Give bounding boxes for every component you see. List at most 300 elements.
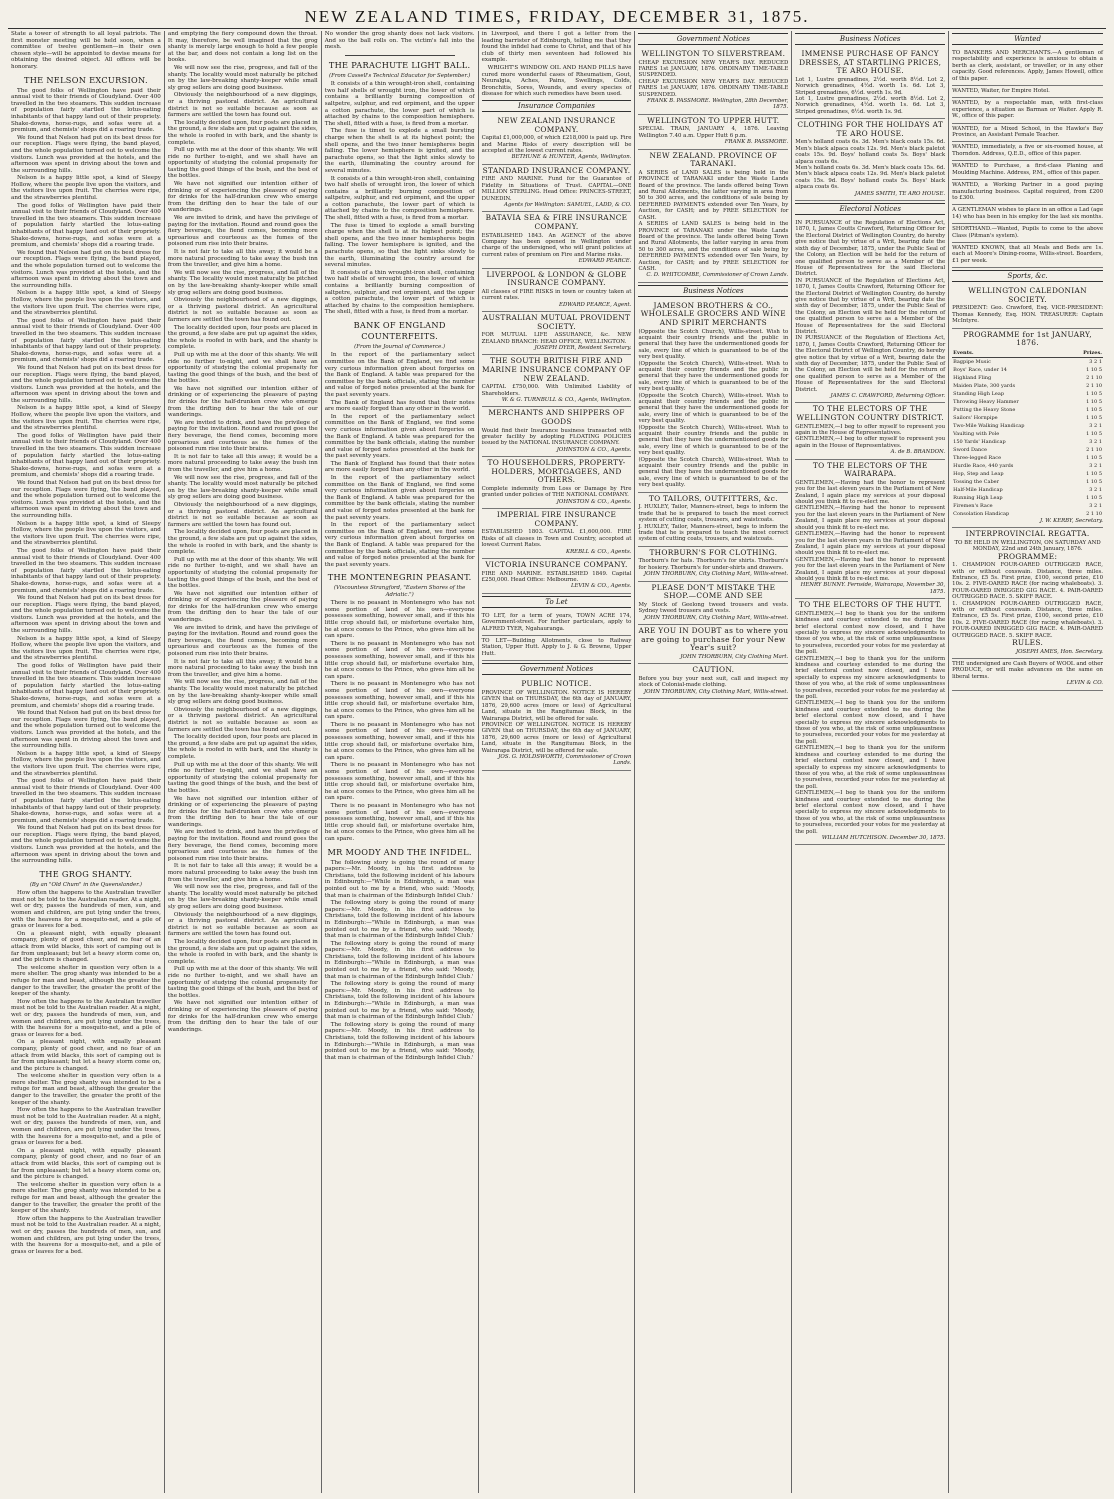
article-paragraph: How often the happens to the Australian traveller must not be told to the Australian reader. At a night, wet or dry, passes the hundreds of men, sun, and women and children, are put lying under the trees, with the heavens for a mosquito-net, and a pile of grass or leaves for a bed.	[11, 998, 161, 1038]
column-3	[322, 31, 479, 1493]
ad-body: GENTLEMEN,—I beg to thank you for the uniform kindness and courtesy extended to me during the brief electoral contest now closed, and I have specially to express my sincere acknowledgments to those of you who, at the risk of some unpleasantness to yourselves, recorded your votes for me yesterday at the poll.	[795, 700, 946, 745]
article-paragraph: There is no peasant in Montenegro who has not some portion of land of his own—everyone possesses something, however small, and if this his little crop should fail, or misfortune overtake him, he at once comes to the Prince, who gives him all he can spare.	[324, 762, 475, 802]
event-prizes: 2 1 10	[1086, 510, 1103, 517]
advertisement	[795, 48, 945, 119]
article-paragraph: We are invited to drink, and have the privilege of paying for the invitation. Round and round goes the fiery beverage, the fiend comes, becoming more uproarious and courteous as the fumes of the poisoned rum rise into their brains.	[167, 215, 318, 248]
ad-body: (Opposite the Scotch Church), Willis-street. Wish to acquaint their country friends and the public in general that they have the undermentioned goods for sale, every line of which is guaranteed to be of the very best quality.	[638, 328, 789, 361]
section-band: To Let	[482, 596, 632, 608]
article-paragraph: Nelson is a happy little spot, a kind of Sleepy Hollow, where the people live upon the visitors, and the visitors live upon fruit. The cherries were ripe, and the strawberries plentiful.	[11, 520, 161, 547]
article-paragraph: We found that Nelson had put on its best dress for our reception. Flags were flying, the band played, and the whole population turned out to welcome the visitors. Lunch was provided at the hotels, and the afternoon was spent in driving about the town and the surrounding hills.	[11, 249, 161, 289]
events-row	[952, 462, 1103, 470]
classified	[952, 86, 1103, 98]
article-paragraph: We are invited to drink, and have the privilege of paying for the invitation. Round and round goes the fiery beverage, the fiend comes, becoming more uproarious and courteous as the fumes of the poisoned rum rise into their brains.	[167, 419, 318, 453]
ad-signature: LEVIN & CO.	[1066, 680, 1104, 687]
advertisement	[638, 664, 788, 699]
article-paragraph: We have not signified our intention either of drinking or of experiencing the pleasure of paying for drinks for the half-drunken crew who emerge from the drifting den to hear the tale of our wanderings.	[167, 385, 318, 419]
ad-body: TO BE HELD IN WELLINGTON, ON SATURDAY AND MONDAY, 22nd and 24th January, 1876.	[954, 539, 1101, 553]
advertisement	[795, 599, 945, 845]
ad-body: FIRE AND MARINE. ESTABLISHED 1849. Capital £250,000. Head Office: Melbourne.	[481, 570, 632, 584]
classified	[952, 205, 1103, 224]
article-paragraph: There is no peasant in Montenegro who has not some portion of land of his own—everyone possesses something, however small, and if this his little crop should fail, or misfortune overtake him, he at once comes to the Prince, who gives him all he can spare.	[324, 721, 475, 761]
ad-signature: BETHUNE & HUNTER, Agents, Wellington.	[511, 154, 632, 161]
article-paragraph: It is not fair to take all this away; it would be a more natural proceeding to take away the bush inn from the traveller, and give him a home.	[167, 658, 318, 678]
classified	[952, 180, 1103, 205]
ad-body: WANTED, for a Mixed School, in the Hawke's Bay Province, an Assistant Female Teacher.	[952, 125, 1104, 139]
events-row	[952, 357, 1103, 366]
ad-signature: JOS. G. HOLDSWORTH, Commissioner of Crown Lands.	[498, 753, 632, 767]
event-prizes: 1 10 5	[1086, 366, 1103, 373]
ad-body: GENTLEMEN,—I beg to thank you for the uniform kindness and courtesy extended to me during the brief electoral contest now closed, and I have specially to express my sincere acknowledgments to those of you who, at the risk of some unpleasantness to yourselves, recorded your votes for me yesterday at the poll.	[795, 610, 946, 656]
article-paragraph: It consists of a thin wrought-iron shell, containing two half shells of wrought iron, the lower of which contains a brilliantly burning composition of saltpetre, sulphur, and red orpiment, and the upper a cotton parachute, the lower part of which is attached by chains to the composition hemisphere. The shell, fitted with a fuse, is fired from a mortar.	[324, 81, 475, 127]
article-paragraph: The welcome shelter in question very often is a mere shelter. The grog shanty was intended to be a refuge for man and beast, although the greater the danger to the traveller, the greater the profit of the keeper of the shanty.	[11, 1181, 161, 1215]
event-name: Three-legged Race	[953, 454, 1002, 461]
article-intro: State a tower of strength to all loyal patriots. The first monster meeting will be held soon, when a committee of twelve gentlemen—in their own chosen style—will be appointed to devise means for obtaining the desired object. All offices will be honorary.	[11, 31, 161, 70]
ad-body: FIRE AND MARINE. Fund for the Guarantee of Fidelity in Situations of Trust. CAPITAL—ONE MILLION STERLING. Head Office: PRINCES-STREET, DUNEDIN.	[481, 176, 632, 202]
ad-title: ARE YOU IN DOUBT as to where you are going to purchase for your New Year's suit?	[638, 625, 789, 653]
article-paragraph: We found that Nelson had put on its best dress for our reception. Flags were flying, the band played, and the whole population turned out to welcome the visitors. Lunch was provided at the hotels, and the afternoon was spent in driving about the town and the surrounding hills.	[11, 825, 161, 865]
article-paragraph: In the report of the parliamentary select committee on the Bank of England, we find some very curious information given about forgeries on the Bank of England. A table was prepared for the committee by the bank officials, stating the number and value of forged notes presented at the bank for the past seventy years.	[324, 522, 475, 568]
article-paragraph: The good folks of Wellington have paid their annual visit to their friends of Cloudyland. Over 400 travelled in the two steamers. This sudden increase of population fairly startled the lotus-eating inhabitants of that happy land out of their propriety. Shake-downs, horse-rugs, and sofas were at a premium, and chemists' shops did a roaring trade.	[11, 663, 161, 709]
ad-body: GENTLEMEN,—Having had the honor to represent you for the last eleven years in the Parliament of New Zealand, I again place my services at your disposal should you think fit to re-elect me.	[795, 505, 946, 531]
article-paragraph: and emptying the fiery compound down the throat. It may, therefore, be well imagined that the grog shanty is merely large enough to hold a few people at the bar, and does not contain a long list on the books.	[167, 31, 318, 64]
advertisement	[638, 48, 788, 115]
event-prizes: 1 10 5	[1086, 494, 1103, 501]
event-name: Hurdle Race, 440 yards	[953, 462, 1014, 469]
advertisement	[795, 403, 945, 459]
ad-title: AUSTRALIAN MUTUAL PROVIDENT SOCIETY.	[482, 313, 631, 331]
ad-title: PROGRAMME for 1st JANUARY, 1876.	[963, 329, 1092, 348]
ad-body: WANTED, Waiter, for Empire Hotel.	[952, 88, 1050, 95]
ad-body: WANTED, immediately, a five or six-roomed house, at Thorndon. Address, Q.E.D., office of this paper.	[952, 144, 1104, 157]
events-row	[952, 390, 1103, 398]
ad-title: NEW ZEALAND INSURANCE COMPANY.	[497, 115, 616, 134]
event-name: Maiden Plate, 300 yards	[953, 382, 1016, 389]
ad-body: Capital £1,000,000, of which £218,000 is paid up. Fire and Marine Risks of every description will be accepted at the lowest current rates.	[481, 135, 632, 154]
ad-title: THORBURN'S FOR CLOTHING.	[649, 547, 778, 557]
classified	[952, 98, 1103, 123]
article-paragraph: No wonder the grog shanty does not lack visitors. And so the ball rolls on. The victim's fall into the mesh.	[324, 31, 475, 51]
ad-signature: JOHN THORBURN, City Clothing Mart, Willis-street.	[643, 688, 789, 695]
advertisement	[482, 355, 632, 407]
advertisement	[482, 509, 632, 559]
ad-title: NEW ZEALAND. PROVINCE OF TARANAKI.	[649, 150, 778, 169]
advertisement	[952, 329, 1103, 529]
advertisement-text: WRIGHT'S WINDOW OIL AND HAND PILLS have cured more wonderful cases of Rheumatism, Gout, Neuralgia, Aches, Pains, Swellings, Colds, Bronchitis, Sores, Wounds, and every species of disease for which such remedies have been used.	[481, 64, 632, 98]
events-row	[952, 422, 1103, 430]
event-name: Sailors' Hornpipe	[953, 414, 998, 421]
ad-body: GENTLEMEN,—I beg to thank you for the uniform kindness and courtesy extended to me during the brief electoral contest now closed, and I have specially to express my sincere acknowledgments to those of you who, at the risk of some unpleasantness to yourselves, recorded your votes for me yesterday at the poll.	[795, 655, 946, 701]
ad-title: TO THE ELECTORS OF THE HUTT.	[798, 600, 942, 610]
article-paragraph: On a pleasant night, with equally pleasant company, plenty of good cheer, and no fear of an attack from wild blacks, this sort of camping out is far from unpleasant; but let a heavy storm come on, and the picture is changed.	[11, 930, 161, 964]
article-paragraph: We have not signified our intention either of drinking or of experiencing the pleasure of paying for drinks for the half-drunken crew who emerge from the drifting den to hear the tale of our wanderings.	[167, 795, 318, 828]
column-7	[949, 31, 1106, 1493]
article-paragraph: The following story is going the round of many papers:—Mr. Moody, in his first address to Christians, told the following incident of his labours in Edinburgh:—"While in Edinburgh, a man was pointed out to me by a friend, who said: 'Moody, that man is chairman of the Edinburgh Infidel Club.'	[324, 1021, 475, 1061]
event-name: Boys' Race, under 14	[953, 366, 1007, 373]
article-paragraph: The locality decided upon, four posts are placed in the ground, a few slabs are put up against the sides, the whole is roofed in with bark, and the shanty is complete.	[167, 529, 318, 556]
ad-title: PROGRAMME:	[997, 551, 1058, 561]
event-prizes: 3 2 1	[1089, 502, 1103, 509]
article-paragraph: In the report of the parliamentary select committee on the Bank of England, we find some very curious information given about forgeries on the Bank of England. A table was prepared for the committee by the bank officials, stating the number and value of forged notes presented at the bank for the past seventy years.	[324, 352, 475, 398]
event-name: Consolation Handicap	[953, 510, 1010, 517]
ad-signature: JOSEPH AMES, Hon. Secretary.	[1015, 648, 1104, 655]
ad-body: Thorburn's for hats. Thorburn's for shirts. Thorburn's for hosiery. Thorburn's for under-shirts and drawers.	[638, 558, 789, 571]
advertisement	[638, 150, 788, 283]
ad-body: A SERIES of LAND SALES is being held in the PROVINCE of TARANAKI under the Waste Lands Board of the province. The lands offered being Town and Rural Allotments, the latter varying in area from 50 to 300 acres, and the conditions of sale being by DEFERRED PAYMENTS extended over Ten Years, by Auction, for CASH; and by FREE SELECTION for CASH.	[638, 221, 789, 272]
article-paragraph: The following story is going the round of many papers:—Mr. Moody, in his first address to Christians, told the following incident of his labours in Edinburgh:—"While in Edinburgh, a man was pointed out to me by a friend, who said: 'Moody, that man is chairman of the Edinburgh Infidel Club.'	[324, 900, 475, 940]
article-paragraph: On a pleasant night, with equally pleasant company, plenty of good cheer, and no fear of an attack from wild blacks, this sort of camping out is far from unpleasant; but let a heavy storm come on, and the picture is changed.	[11, 1147, 161, 1181]
article-paragraph: The good folks of Wellington have paid their annual visit to their friends of Cloudyland. Over 400 travelled in the two steamers. This sudden increase of population fairly startled the lotus-eating inhabitants of that happy land out of their propriety. Shake-downs, horse-rugs, and sofas were at a premium, and chemists' shops did a roaring trade.	[11, 317, 161, 364]
section-band: Government Notices	[482, 663, 632, 675]
events-row	[952, 414, 1103, 422]
ad-body: Lot 1, Lustre grenadines, 2½d. worth 8½d. Lot 2, Norwich grenadines, 4½d. worth 1s. 6d. Lot 3, Striped grenadines, 6½d. worth 1s. 9d.	[795, 76, 946, 96]
article-paragraph: The good folks of Wellington have paid their annual visit to their friends of Cloudyland. Over 400 travelled in the two steamers. This sudden increase of population fairly startled the lotus-eating inhabitants of that happy land out of their propriety. Shake-downs, horse-rugs, and sofas were at a premium, and chemists' shops did a roaring trade.	[11, 87, 161, 134]
article-paragraph: On a pleasant night, with equally pleasant company, plenty of good cheer, and no fear of an attack from wild blacks, this sort of camping out is far from unpleasant; but let a heavy storm come on, and the picture is changed.	[11, 1039, 161, 1072]
ad-signature: JOHNSTON & CO., Agents.	[556, 498, 632, 505]
column-2	[165, 31, 322, 1493]
article-heading: BANK OF ENGLAND COUNTERFEITS.	[353, 319, 446, 341]
article-paragraph: We will now see the rise, progress, and fall of the shanty. The locality would most naturally be pitched on by the law-breaking shanty-keeper while small sly grog sellers are doing good business.	[167, 679, 318, 706]
section-band: Insurance Companies	[482, 100, 632, 112]
event-prizes: 1 10 5	[1086, 470, 1103, 477]
events-col-header: Events.	[952, 349, 1069, 358]
advertisement	[638, 625, 788, 664]
ad-title: TO THE ELECTORS OF THE WAIRARAPA.	[812, 460, 928, 479]
column-4	[479, 31, 636, 1493]
ad-signature: JOSEPH DYER, Resident Secretary.	[534, 345, 632, 351]
article-paragraph: We found that Nelson had put on its best dress for our reception. Flags were flying, the band played, and the whole population turned out to welcome the visitors. Lunch was provided at the hotels, and the afternoon was spent in driving about the town and the surrounding hills.	[11, 595, 161, 635]
ad-title: WELLINGTON TO UPPER HUTT.	[647, 115, 780, 125]
ad-signature: A. de B. BRANDON.	[890, 449, 946, 456]
event-name: 150 Yards' Handicap	[953, 438, 1006, 445]
article-paragraph: The welcome shelter in question very often is a mere shelter. The grog shanty was intended to be a refuge for man and beast, although the greater the danger to the traveller, the greater the profit of the keeper of the shanty.	[11, 1073, 161, 1106]
article-paragraph: The locality decided upon, four posts are placed in the ground, a few slabs are put up against the sides, the whole is roofed in with bark, and the shanty is complete.	[167, 938, 318, 965]
event-name: Two-Mile Walking Handicap	[953, 422, 1025, 429]
ad-signature: HENRY BUNNY. Fernside, Wairarapa, November 30, 1875.	[800, 582, 946, 595]
ad-title: TO HOUSEHOLDERS, PROPERTY-HOLDERS, MORTGAGEES, AND OTHERS.	[487, 458, 626, 485]
article-paragraph: We found that Nelson had put on its best dress for our reception. Flags were flying, the band played, and the whole population turned out to welcome the visitors. Lunch was provided at the hotels, and the afternoon was spent in driving about the town and the surrounding hills.	[11, 480, 161, 519]
section-band: Business Notices	[638, 285, 788, 297]
ad-signature: EDWARD PEARCE, Agent.	[559, 301, 632, 308]
article-paragraph: Nelson is a happy little spot, a kind of Sleepy Hollow, where the people live upon the visitors, and the visitors live upon fruit. The cherries were ripe, and the strawberries plentiful.	[11, 175, 161, 202]
ad-title: MERCHANTS AND SHIPPERS OF GOODS	[488, 408, 625, 426]
article-paragraph: The following story is going the round of many papers:—Mr. Moody, in his first address to Christians, told the following incident of his labours in Edinburgh:—"While in Edinburgh, a man was pointed out to me by a friend, who said: 'Moody, that man is chairman of the Edinburgh Infidel Club.'	[324, 940, 475, 980]
event-name: Sword Dance	[953, 446, 988, 453]
article-heading: THE MONTENEGRIN PEASANT.	[327, 572, 472, 583]
article-paragraph: How often the happens to the Australian traveller must not be told to the Australian reader. At a night, wet or dry, passes the hundreds of men, sun, and women and children, are put lying under the trees, with the heavens for a mosquito-net, and a pile of grass or leaves for a bed.	[11, 890, 161, 930]
advertisement	[482, 457, 632, 509]
ad-body: SHORTHAND.—Wanted, Pupils to come to the above Class (Pitman's system).	[952, 226, 1104, 239]
advertisement	[482, 165, 632, 213]
divider	[345, 55, 455, 56]
classified	[952, 243, 1103, 268]
ad-body: TO LET—Building Allotments, close to Railway Station, Upper Hutt. Apply to J. & G. Browne, Upper Hutt.	[481, 638, 632, 657]
article-paragraph: We found that Nelson had put on its best dress for our reception. Flags were flying, the band played, and the whole population turned out to welcome the visitors. Lunch was provided at the hotels, and the afternoon was spent in driving about the town and the surrounding hills.	[11, 710, 161, 750]
article-paragraph: We found that Nelson had put on its best dress for our reception. Flags were flying, the band played, and the whole population turned out to welcome the visitors. Lunch was provided at the hotels, and the afternoon was spent in driving about the town and the surrounding hills.	[11, 364, 161, 404]
event-prizes: 2 1 10	[1086, 382, 1103, 389]
ad-signature: JAMES C. CRAWFORD, Returning Officer.	[830, 393, 946, 400]
classified	[952, 48, 1103, 86]
article-paragraph: Pull up with me at the door of this shanty. We will ride no further to-night, and we shall have an opportunity of studying the colonial propensity for tasting the good things of the bush, and the best of the bottles.	[167, 556, 318, 590]
article-paragraph: Obviously the neighbourhood of a new diggings, or a thriving pastoral district. An agricultural district is not so suitable because as soon as farmers are settled the town has found out.	[167, 297, 318, 323]
events-row	[952, 406, 1103, 414]
event-prizes: 3 2 1	[1089, 462, 1103, 469]
ad-signature: W. & G. TURNBULL & CO., Agents, Wellington.	[501, 397, 632, 403]
events-row	[952, 470, 1103, 478]
advertisement	[482, 559, 632, 594]
ad-signature: C. D. WHITCOMBE, Commissioner of Crown Lands.	[646, 272, 789, 279]
article-paragraph: There is no peasant in Montenegro who has not some portion of land of his own—everyone possesses something, however small, and if this his little crop should fail, or misfortune overtake him, he at once comes to the Prince, who gives him all he can spare.	[324, 803, 475, 842]
article-paragraph: It consists of a thin wrought-iron shell, containing two half shells of wrought iron, the lower of which contains a brilliantly burning composition of saltpetre, sulphur, and red orpiment, and the upper a cotton parachute, the lower part of which is attached by chains to the composition hemisphere. The shell, fitted with a fuse, is fired from a mortar.	[324, 175, 475, 222]
ad-signature: JOHN THORBURN, City Clothing Mart.	[680, 653, 789, 660]
article-paragraph: Obviously the neighbourhood of a new diggings, or a thriving pastoral district. An agricultural district is not so suitable because as soon as farmers are settled the town has found out.	[167, 92, 318, 119]
event-name: Throwing Heavy Hammer	[953, 398, 1019, 405]
ad-body: CHEAP EXCURSION NEW YEAR'S DAY. REDUCED FARES 1st JANUARY, 1876. ORDINARY TIME-TABLE SUSPENDED.	[638, 78, 789, 98]
article-paragraph: We have not signified our intention either of drinking or of experiencing the pleasure of paying for drinks for the half-drunken crew who emerge from the drifting den to hear the tale of our wanderings.	[167, 181, 318, 214]
article-paragraph: Nelson is a happy little spot, a kind of Sleepy Hollow, where the people live upon the visitors, and the visitors live upon fruit. The cherries were ripe, and the strawberries plentiful.	[11, 405, 161, 432]
advertisement	[482, 269, 632, 312]
section-band: Wanted	[952, 33, 1103, 45]
ad-signature: FRANK B. PASSMORE.	[724, 139, 789, 146]
article-paragraph: The Bank of England has found that their notes are more easily forged than any other in the world.	[324, 399, 475, 413]
article-heading: THE PARACHUTE LIGHT BALL.	[328, 59, 471, 70]
advertisement	[952, 659, 1103, 691]
event-name: Running High Leap	[953, 494, 1003, 501]
events-row	[952, 398, 1103, 406]
event-name: Tossing the Caber	[953, 478, 999, 485]
events-row	[952, 478, 1103, 486]
events-row	[952, 486, 1103, 494]
advertisement	[952, 528, 1103, 659]
ad-title: RULES.	[1012, 638, 1044, 648]
ad-signature: KREBLL & CO., Agents.	[566, 548, 632, 555]
article-paragraph: We are invited to drink, and have the privilege of paying for the invitation. Round and round goes the fiery beverage, the fiend comes, becoming more uproarious and courteous as the fumes of the poisoned rum rise into their brains.	[167, 829, 318, 862]
advertisement	[638, 115, 788, 150]
ad-body: 1. CHAMPION FOUR-OARED OUTRIGGED RACE, with or without coxswain. Distance, three miles. Entrance, £5 5s. First prize, £100, second prize, £10 10s. 2. FIVE-OARED RACE (for racing whaleboats). 3. FOUR-OARED INRIGGED GIG RACE. 4. PAIR-OARED OUTRIGGED RACE. 5. SKIFF RACE.	[952, 600, 1104, 639]
ad-body: IN PURSUANCE of the Regulation of Elections Act, 1870, I, James Coutts Crawford, Returning Officer for the Electoral District of Wellington Country, do hereby give notice that by virtue of a Writ, bearing date the sixth day of December, 1875, under the Public Seal of the Colony, an Election will be held for the return of one qualified person to serve as a Member of the House of Representatives for the said Electoral District.	[795, 335, 946, 393]
events-row	[952, 438, 1103, 446]
ad-body: Before you buy your next suit, call and inspect my stock of Colonial-made clothing.	[638, 675, 789, 689]
ad-body: GENTLEMEN,—I beg to offer myself to represent you again in the House of Representatives.	[795, 423, 946, 437]
section-band: Business Notices	[795, 33, 945, 45]
event-name: Putting the Heavy Stone	[953, 406, 1016, 413]
section-band: Electoral Notices	[795, 203, 945, 215]
event-prizes: 3 2 1	[1089, 422, 1103, 429]
ad-body: Men's holland coats 6s. 3d. Men's black coats 15s. 6d. Men's black alpaca coats 12s. 9d. Men's black paletot coats 15s. 9d. Boys' holland coats 5s. Boys' black alpaca coats 6s.	[795, 165, 946, 191]
article-paragraph: The good folks of Wellington have paid their annual visit to their friends of Cloudyland. Over 400 travelled in the two steamers. This sudden increase of population fairly startled the lotus-eating inhabitants of that happy land out of their propriety. Shake-downs, horse-rugs, and sofas were at a premium, and chemists' shops did a roaring trade.	[11, 432, 161, 479]
ad-title: INTERPROVINCIAL REGATTA.	[965, 529, 1090, 539]
article-paragraph: We will now see the rise, progress, and fall of the shanty. The locality would most naturally be pitched on by the law-breaking shanty-keeper while small sly grog sellers are doing good business.	[167, 884, 318, 910]
ad-title: WELLINGTON CALEDONIAN SOCIETY.	[968, 286, 1087, 304]
article-paragraph: We found that Nelson had put on its best dress for our reception. Flags were flying, the band played, and the whole population turned out to welcome the visitors. Lunch was provided at the hotels, and the afternoon was spent in driving about the town and the surrounding hills.	[11, 134, 161, 174]
article-paragraph: It is not fair to take all this away; it would be a more natural proceeding to take away the bush inn from the traveller, and give him a home.	[167, 453, 318, 473]
ad-signature: WILLIAM HUTCHISON. December 30, 1875.	[821, 834, 946, 841]
ad-title: WELLINGTON TO SILVERSTREAM.	[641, 49, 786, 58]
ad-body: Would find their Insurance business transacted with greater facility by adopting FLOATING POLICIES issued by the NATIONAL INSURANCE COMPANY.	[481, 427, 632, 447]
ad-title: IMPERIAL FIRE INSURANCE COMPANY.	[496, 510, 617, 528]
ad-body: All classes of FIRE RISKS in town or country taken at current rates.	[481, 288, 632, 302]
events-row	[952, 430, 1103, 438]
ad-signature: FRANK B. PASSMORE. Wellington, 28th December, 1875.	[647, 98, 789, 111]
ad-body: PROVINCE OF WELLINGTON. NOTICE IS HEREBY GIVEN that on THURSDAY, the 6th day of JANUARY, 1876, 29,600 acres (more or less) of Agricultural Land, situate in the Rangitumau Block, in the Wairarapa District, will be offered for sale.	[481, 689, 632, 722]
event-name: Hop, Step and Leap	[953, 470, 1004, 477]
article-paragraph: Obviously the neighbourhood of a new diggings, or a thriving pastoral district. An agricultural district is not so suitable because as soon as farmers are settled the town has found out.	[167, 706, 318, 733]
ad-signature: LEVIN & CO., Agents.	[570, 583, 632, 590]
article-paragraph: The following story is going the round of many papers:—Mr. Moody, in his first address to Christians, told the following incident of his labours in Edinburgh:—"While in Edinburgh, a man was pointed out to me by a friend, who said: 'Moody, that man is chairman of the Edinburgh Infidel Club.'	[324, 981, 475, 1021]
advertisement	[482, 407, 632, 457]
ad-body: (Opposite the Scotch Church), Willis-street. Wish to acquaint their country friends and the public in general that they have the undermentioned goods for sale, every line of which is guaranteed to be of the very best quality.	[638, 424, 789, 457]
ad-title: TO THE ELECTORS OF THE WELLINGTON COUNTRY DISTRICT.	[796, 404, 944, 423]
ad-body: WANTED, by a respectable man, with first-class experience, a situation as Barman or Waiter. Apply R. W., office of this paper.	[952, 100, 1104, 120]
article-paragraph: Pull up with me at the door of this shanty. We will ride no further to-night, and we shall have an opportunity of studying the colonial propensity for tasting the good things of the bush, and the best of the bottles.	[167, 761, 318, 794]
event-name: Standing High Leap	[953, 390, 1005, 397]
ad-body: A SERIES of LAND SALES is being held in the PROVINCE of TARANAKI under the Waste Lands Board of the province. The lands offered being Town and Rural Allotments, the latter varying in area from 50 to 300 acres, and the conditions of sale being by DEFERRED PAYMENTS extended over Ten Years, by Auction, for CASH; and by FREE SELECTION for CASH.	[638, 169, 789, 221]
advertisement	[952, 285, 1103, 328]
article-paragraph: There is no peasant in Montenegro who has not some portion of land of his own—everyone possesses something, however small, and if this his little crop should fail, or misfortune overtake him, he at once comes to the Prince, who gives him all he can spare.	[324, 681, 475, 721]
advertisement	[795, 460, 945, 600]
event-prizes: 1 10 5	[1086, 430, 1103, 437]
ad-body: Complete indemnity from Loss or Damage by Fire granted under policies of THE NATIONAL COMPANY.	[481, 486, 632, 499]
article-paragraph: How often the happens to the Australian traveller must not be told to the Australian reader. At a night, wet or dry, passes the hundreds of men, sun, and women and children, are put lying under the trees, with the heavens for a mosquito-net, and a pile of grass or leaves for a bed.	[11, 1215, 161, 1255]
ad-signature: JAMES SMITH, TE ARO HOUSE.	[854, 190, 946, 197]
ad-signature: Agents for Wellington: SAMUEL, LADD, & CO.	[504, 201, 632, 208]
article-paragraph: In the report of the parliamentary select committee on the Bank of England, we find some very curious information given about forgeries on the Bank of England. A table was prepared for the committee by the bank officials, stating the number and value of forged notes presented at the bank for the past seventy years.	[324, 475, 475, 521]
article-paragraph: There is no peasant in Montenegro who has not some portion of land of his own—everyone possesses something, however small, and if this his little crop should fail, or misfortune overtake him, he at once comes to the Prince, who gives him all he can spare.	[324, 640, 475, 680]
ad-signature: JOHNSTON & CO., Agents.	[556, 446, 632, 453]
article-paragraph: Nelson is a happy little spot, a kind of Sleepy Hollow, where the people live upon the visitors, and the visitors live upon fruit. The cherries were ripe, and the strawberries plentiful.	[11, 750, 161, 777]
article-paragraph: The fuse is timed to explode a small bursting charge when the shell is at its highest point; the shell opens, and the two inner hemispheres begin falling. The lower hemisphere is ignited, and the parachute opens, so that the light sinks slowly to the earth, illuminating the country around for several minutes.	[324, 128, 475, 174]
ad-title: JAMESON BROTHERS & CO., WHOLESALE GROCERS AND WINE AND SPIRIT MERCHANTS	[640, 300, 786, 327]
classified	[952, 161, 1103, 180]
event-name: Bagpipe Music	[953, 358, 991, 365]
article-paragraph: Nelson is a happy little spot, a kind of Sleepy Hollow, where the people live upon the visitors, and the visitors live upon fruit. The cherries were ripe, and the strawberries plentiful.	[11, 635, 161, 662]
advertisement	[638, 493, 788, 547]
ad-body: CHEAP EXCURSION NEW YEAR'S DAY. REDUCED FARES 1st JANUARY, 1876. ORDINARY TIME-TABLE SUSPENDED.	[638, 59, 789, 79]
article-paragraph: The locality decided upon, four posts are placed in the ground, a few slabs are put up against the sides, the whole is roofed in with bark, and the shanty is complete.	[167, 324, 318, 351]
article-paragraph: We are invited to drink, and have the privilege of paying for the invitation. Round and round goes the fiery beverage, the fiend comes, becoming more uproarious and courteous as the fumes of the poisoned rum rise into their brains.	[167, 624, 318, 658]
ad-body: WANTED to Purchase, a first-class Planing and Moulding Machine. Address, P.M., office of this paper.	[952, 163, 1104, 176]
ad-body: GENTLEMEN,—I beg to thank you for the uniform kindness and courtesy extended to me during the brief electoral contest now closed, and I have specially to express my sincere acknowledgments to those of you who, at the risk of some unpleasantness to yourselves, recorded your votes for me yesterday at the poll.	[795, 790, 946, 835]
event-prizes: 1 10 5	[1086, 406, 1103, 413]
events-row	[952, 454, 1103, 462]
article-paragraph: It consists of a thin wrought-iron shell, containing two half shells of wrought iron, the lower of which contains a brilliantly burning composition of saltpetre, sulphur, and red orpiment, and the upper a cotton parachute, the lower part of which is attached by chains to the composition hemisphere. The shell, fitted with a fuse, is fired from a mortar.	[324, 269, 475, 316]
article-paragraph: Nelson is a happy little spot, a kind of Sleepy Hollow, where the people live upon the visitors, and the visitors live upon fruit. The cherries were ripe, and the strawberries plentiful.	[11, 290, 161, 317]
events-row	[952, 374, 1103, 382]
event-name: Highland Fling	[953, 374, 992, 381]
article-paragraph: The fuse is timed to explode a small bursting charge when the shell is at its highest point; the shell opens, and the two inner hemispheres begin falling. The lower hemisphere is ignited, and the parachute opens, so that the light sinks slowly to the earth, illuminating the country around for several minutes.	[324, 222, 475, 269]
article-paragraph: The good folks of Wellington have paid their annual visit to their friends of Cloudyland. Over 400 travelled in the two steamers. This sudden increase of population fairly startled the lotus-eating inhabitants of that happy land out of their propriety. Shake-downs, horse-rugs, and sofas were at a premium, and chemists' shops did a roaring trade.	[11, 778, 161, 824]
article-paragraph: Pull up with me at the door of this shanty. We will ride no further to-night, and we shall have an opportunity of studying the colonial propensity for tasting the good things of the bush, and the best of the bottles.	[167, 966, 318, 999]
advertisement	[795, 119, 945, 201]
article-source: (By an "Old Chum" in the Queenslander.)	[29, 881, 143, 888]
advertisement	[638, 582, 788, 625]
ad-body: GENTLEMEN,—Having had the honor to represent you for the last eleven years in the Parliament of New Zealand, I again place my services at your disposal should you think fit to re-elect me.	[795, 479, 946, 506]
advertisement	[638, 547, 788, 582]
advertisement	[482, 312, 632, 355]
ad-body: GENTLEMEN,—Having had the honor to represent you for the last eleven years in the Parliament of New Zealand, I again place my services at your disposal should you think fit to re-elect me.	[795, 531, 946, 557]
ad-title: LIVERPOOL & LONDON & GLOBE INSURANCE COMPANY.	[486, 269, 627, 288]
event-prizes: 1 10 5	[1086, 398, 1103, 405]
ad-title: CLOTHING FOR THE HOLIDAYS AT TE ARO HOUSE.	[797, 120, 944, 138]
article-paragraph: Pull up with me at the door of this shanty. We will ride no further to-night, and we shall have an opportunity of studying the colonial propensity for tasting the good things of the bush, and the best of the bottles.	[167, 147, 318, 180]
article-paragraph: The following story is going the round of many papers:—Mr. Moody, in his first address to Christians, told the following incident of his labours in Edinburgh:—"While in Edinburgh, a man was pointed out to me by a friend, who said: 'Moody, that man is chairman of the Edinburgh Infidel Club.'	[324, 859, 475, 899]
article-paragraph: The good folks of Wellington have paid their annual visit to their friends of Cloudyland. Over 400 travelled in the two steamers. This sudden increase of population fairly startled the lotus-eating inhabitants of that happy land out of their propriety. Shake-downs, horse-rugs, and sofas were at a premium, and chemists' shops did a roaring trade.	[11, 202, 161, 249]
article-paragraph: We will now see the rise, progress, and fall of the shanty. The locality would most naturally be pitched on by the law-breaking shanty-keeper while small sly grog sellers are doing good business.	[167, 64, 318, 91]
event-prizes: 3 2 1	[1089, 438, 1103, 445]
ad-body: SPECIAL TRAIN, JANUARY 4, 1876. Leaving Wellington 7.40 a.m. Upper Hutt 6 p.m.	[638, 126, 789, 139]
ad-title: IMMENSE PURCHASE OF FANCY DRESSES, AT STARTLING PRICES, TE ARO HOUSE.	[799, 49, 942, 76]
ad-body: ESTABLISHED 1843. An AGENCY of the above Company has been opened in Wellington under charge of the undersigned, who will grant policies at current rates of premium on Fire and Marine risks.	[481, 232, 632, 258]
article-paragraph: Obviously the neighbourhood of a new diggings, or a thriving pastoral district. An agricultural district is not so suitable because as soon as farmers are settled the town has found out.	[167, 911, 318, 938]
advertisement	[482, 611, 632, 636]
ad-body: THE undersigned are Cash Buyers of WOOL and other PRODUCE, or will make advances on the same on liberal terms.	[952, 661, 1104, 680]
classified	[952, 224, 1103, 243]
article-paragraph: The welcome shelter in question very often is a mere shelter. The grog shanty was intended to be a refuge for man and beast, although the greater the danger to the traveller, the greater the profit of the keeper of the shanty.	[11, 964, 161, 998]
ad-title: PLEASE DON'T MISTAKE THE SHOP.—COME AND SEE	[651, 582, 776, 601]
events-table	[952, 349, 1103, 518]
ad-body: PROVINCE OF WELLINGTON. NOTICE IS HEREBY GIVEN that on THURSDAY, the 6th day of JANUARY, 1876, 29,600 acres (more or less) of Agricultural Land, situate in the Rangitumau Block, in the Wairarapa District, will be offered for sale.	[481, 721, 632, 754]
ad-body: GENTLEMEN,—I beg to thank you for the uniform kindness and courtesy extended to me during the brief electoral contest now closed, and I have specially to express my sincere acknowledgments to those of you who, at the risk of some unpleasantness to yourselves, recorded your votes for me yesterday at the poll.	[795, 745, 946, 790]
event-name: Firemen's Race	[953, 502, 993, 509]
article-paragraph: In the report of the parliamentary select committee on the Bank of England, we find some very curious information given about forgeries on the Bank of England. A table was prepared for the committee by the bank officials, stating the number and value of forged notes presented at the bank for the past seventy years.	[324, 413, 475, 460]
events-row	[952, 502, 1103, 510]
ad-title: CAUTION.	[692, 665, 735, 675]
ad-body: TO LET, for a term of years, TOWN ACRE 174, Government-street. For further particulars, apply to ALFRED TYER, Ngahauranga.	[481, 612, 632, 632]
article-source: (From the Journal of Commerce.)	[354, 343, 446, 350]
ad-body: Men's holland coats 6s. 3d. Men's black coats 15s. 6d. Men's black alpaca coats 12s. 9d. Men's black paletot coats 15s. 9d. Boys' holland coats 5s. Boys' black alpaca coats 6s.	[795, 139, 946, 165]
event-prizes: 1 10 5	[1086, 390, 1103, 397]
event-prizes: 2 1 10	[1086, 446, 1103, 453]
ad-body: TO BANKERS AND MERCHANTS.—A gentleman of respectability and experience is anxious to obtain a berth as clerk, assistant, or traveller, or in any other capacity. Good references. Apply, James Howell, office of this paper.	[952, 50, 1104, 82]
column-6	[792, 31, 949, 1493]
events-row	[952, 510, 1103, 518]
ad-body: GENTLEMEN,—Having had the honor to represent you for the last eleven years in the Parliament of New Zealand, I again place my services at your disposal should you think fit to re-elect me.	[795, 556, 946, 582]
article-paragraph: We have not signified our intention either of drinking or of experiencing the pleasure of paying for drinks for the half-drunken crew who emerge from the drifting den to hear the tale of our wanderings.	[167, 590, 318, 624]
ad-body: FOR MUTUAL LIFE ASSURANCE, &c. NEW ZEALAND BRANCH: HEAD OFFICE, WELLINGTON.	[481, 332, 632, 345]
ad-body: A GENTLEMAN wishes to place in an office a Lad (age 14) who has been in his employ for the last six months.	[952, 207, 1104, 220]
advertisement	[795, 218, 945, 403]
ad-body: Lot 1, Lustre grenadines, 2½d. worth 8½d. Lot 2, Norwich grenadines, 4½d. worth 1s. 6d. Lot 3, Striped grenadines, 6½d. worth 1s. 9d.	[795, 96, 946, 115]
advertisement	[482, 115, 632, 165]
article-paragraph: in Liverpool, and there I got a letter from the leading barrister of Edinburgh, telling me that they found the infidel had come to Christ, and that of his club of thirty men seventeen had followed his example.	[481, 31, 632, 64]
article-paragraph: There is no peasant in Montenegro who has not some portion of land of his own—everyone possesses something, however small, and if this his little crop should fail, or misfortune overtake him, he at once comes to the Prince, who gives him all he can spare.	[324, 600, 475, 640]
article-paragraph: The good folks of Wellington have paid their annual visit to their friends of Cloudyland. Over 400 travelled in the two steamers. This sudden increase of population fairly startled the lotus-eating inhabitants of that happy land out of their propriety. Shake-downs, horse-rugs, and sofas were at a premium, and chemists' shops did a roaring trade.	[11, 547, 161, 594]
ad-signature: EDWARD PEARCE.	[578, 258, 632, 265]
article-paragraph: We will now see the rise, progress, and fall of the shanty. The locality would most naturally be pitched on by the law-breaking shanty-keeper while small sly grog sellers are doing good business.	[167, 269, 318, 296]
events-col-header: Prizes.	[1070, 349, 1103, 358]
advertisement	[482, 636, 632, 661]
ad-signature: JOHN THORBURN, City Clothing Mart, Willis-street.	[643, 571, 789, 578]
events-row	[952, 446, 1103, 454]
article-paragraph: We have not signified our intention either of drinking or of experiencing the pleasure of paying for drinks for the half-drunken crew who emerge from the drifting den to hear the tale of our wanderings.	[167, 1000, 318, 1033]
ad-title: TO TAILORS, OUTFITTERS, &c.	[648, 493, 778, 503]
events-row	[952, 494, 1103, 502]
ad-body: My Stock of Geelong tweed trousers and vests. Sydney tweed trousers and vests.	[638, 601, 789, 615]
ad-signature: J. W. KERBY, Secretary.	[1039, 517, 1104, 524]
article-paragraph: The locality decided upon, four posts are placed in the ground, a few slabs are put up against the sides, the whole is roofed in with bark, and the shanty is complete.	[167, 119, 318, 146]
column-1	[8, 31, 165, 1493]
event-name: Vaulting with Pole	[953, 430, 1000, 437]
ad-title: STANDARD INSURANCE COMPANY.	[482, 165, 631, 175]
article-paragraph: It is not fair to take all this away; it would be a more natural proceeding to take away the bush inn from the traveller, and give him a home.	[167, 249, 318, 269]
classified	[952, 142, 1103, 161]
section-band: Government Notices	[638, 33, 788, 45]
ad-body: J. HUXLEY, Tailor, Manners-street, begs to inform the trade that he is prepared to teach the most correct system of cutting coats, trousers, and waistcoats.	[638, 504, 789, 524]
event-prizes: 3 2 1	[1089, 486, 1103, 493]
ad-body: (Opposite the Scotch Church), Willis-street. Wish to acquaint their country friends and the public in general that they have the undermentioned goods for sale, every line of which is guaranteed to be of the very best quality.	[638, 392, 789, 425]
article-paragraph: How often the happens to the Australian traveller must not be told to the Australian reader. At a night, wet or dry, passes the hundreds of men, sun, and women and children, are put lying under the trees, with the heavens for a mosquito-net, and a pile of grass or leaves for a bed.	[11, 1107, 161, 1147]
ad-body: J. HUXLEY, Tailor, Manners-street, begs to inform the trade that he is prepared to teach the most correct system of cutting coats, trousers, and waistcoats.	[638, 523, 789, 543]
article-paragraph: Pull up with me at the door of this shanty. We will ride no further to-night, and we shall have an opportunity of studying the colonial propensity for tasting the good things of the bush, and the best of the bottles.	[167, 351, 318, 385]
